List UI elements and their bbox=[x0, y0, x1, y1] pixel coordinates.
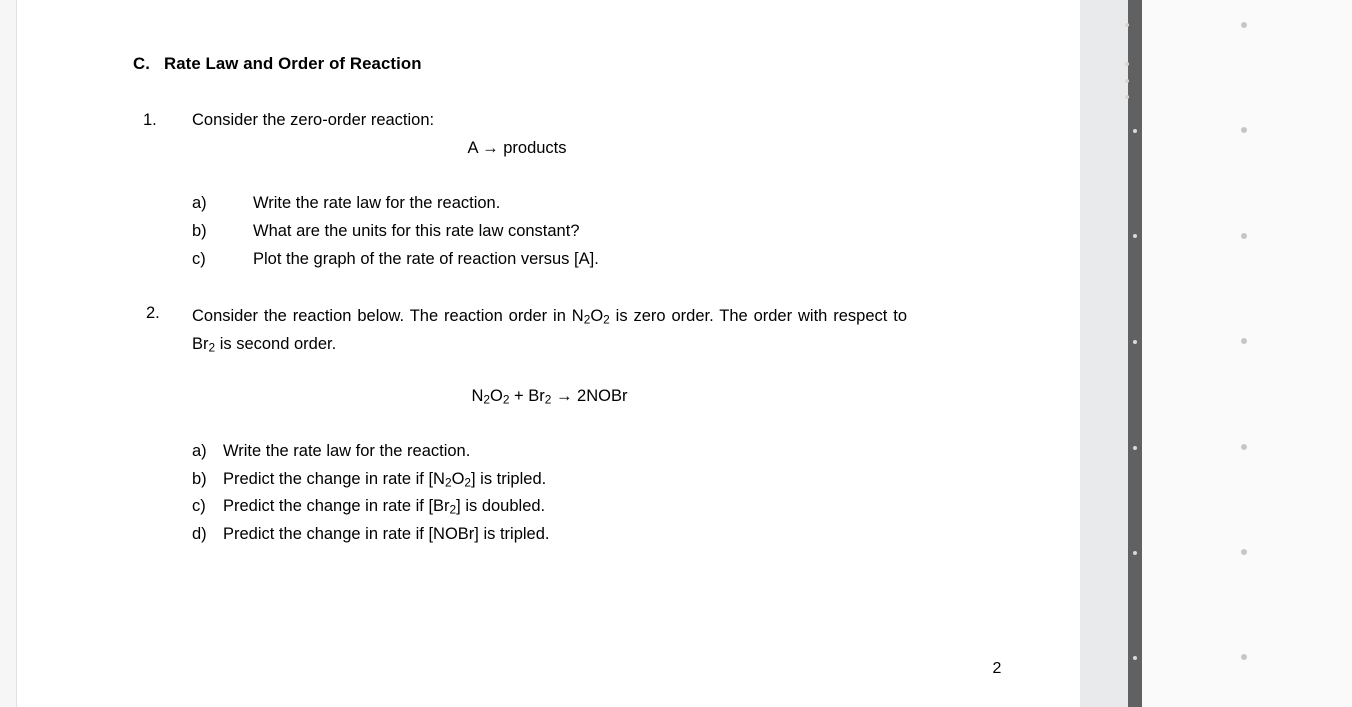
stem-text-c: is zero order. The order with respect to Br bbox=[192, 307, 907, 354]
section-letter: C. bbox=[133, 54, 150, 73]
document-page bbox=[17, 0, 1080, 707]
stem-sub-a: 2 bbox=[583, 312, 591, 327]
part-text: Write the rate law for the reaction. bbox=[253, 194, 501, 212]
part-label: c) bbox=[192, 497, 206, 515]
list-item bbox=[192, 440, 549, 468]
section-heading bbox=[133, 52, 422, 75]
part-label: b) bbox=[192, 222, 207, 240]
list-item bbox=[192, 248, 599, 276]
part-label: a) bbox=[192, 442, 207, 460]
scroll-marker-dot bbox=[1133, 234, 1137, 238]
thumbnail-dot bbox=[1241, 233, 1247, 239]
eq-sub-1: 2 bbox=[483, 392, 491, 407]
list-item bbox=[192, 192, 599, 220]
eq-sub-2: 2 bbox=[502, 392, 510, 407]
part-text: Predict the change in rate if $[N_2O_2]$ is tripled. bbox=[223, 469, 547, 490]
question-2-stem bbox=[192, 302, 907, 359]
section-title: Rate Law and Order of Reaction bbox=[163, 54, 422, 73]
stem-text-b: O bbox=[590, 307, 604, 325]
page-content bbox=[17, 0, 1080, 707]
thumbnail-dot bbox=[1241, 444, 1247, 450]
thumbnail-dot bbox=[1241, 22, 1247, 28]
scroll-marker-dot bbox=[1133, 656, 1137, 660]
scroll-marker-dot bbox=[1125, 62, 1129, 66]
scroll-marker-dot bbox=[1133, 446, 1137, 450]
part-label: c) bbox=[192, 250, 206, 268]
thumbnail-panel[interactable] bbox=[1142, 0, 1352, 707]
question-1-parts bbox=[192, 192, 599, 276]
part-text: Predict the change in rate if $[Br_2]$ is doubled. bbox=[223, 497, 546, 517]
list-item bbox=[192, 523, 549, 551]
question-2-equation: $N_2O_2 + Br_2$ → 2NOBr bbox=[471, 387, 628, 407]
scroll-marker-dot bbox=[1125, 95, 1129, 99]
scroll-marker-dot bbox=[1133, 340, 1137, 344]
stem-sub-b: 2 bbox=[603, 312, 610, 327]
list-item bbox=[192, 495, 549, 523]
scroll-marker-dot bbox=[1125, 79, 1129, 83]
question-1-stem: Consider the zero-order reaction: bbox=[192, 111, 435, 129]
part-text: Predict the change in rate if [NOBr] is tripled. bbox=[223, 524, 550, 543]
question-2-parts bbox=[192, 440, 549, 550]
part-text: Plot the graph of the rate of reaction versus [A]. bbox=[253, 250, 599, 268]
stem-text-d: is second order. bbox=[215, 335, 337, 354]
thumbnail-dot bbox=[1241, 549, 1247, 555]
thumbnail-dot bbox=[1241, 654, 1247, 660]
part-text: Write the rate law for the reaction. bbox=[223, 442, 471, 460]
part-label: a) bbox=[192, 194, 207, 212]
thumbnail-dot bbox=[1241, 127, 1247, 133]
question-1-number: 1. bbox=[143, 111, 157, 129]
part-label: d) bbox=[192, 524, 207, 543]
stem-sub-c: 2 bbox=[208, 340, 216, 355]
page-number: 2 bbox=[992, 660, 1002, 677]
list-item bbox=[192, 220, 599, 248]
list-item bbox=[192, 468, 549, 496]
question-2-number: 2. bbox=[146, 304, 160, 322]
question-1-equation: A → products bbox=[467, 139, 567, 157]
scrollbar-track[interactable] bbox=[1080, 0, 1128, 707]
left-gutter bbox=[0, 0, 17, 707]
stem-text-a: Consider the reaction below. The reaction order in N bbox=[192, 307, 584, 325]
scroll-marker-dot bbox=[1133, 129, 1137, 133]
scrollbar-thumb[interactable] bbox=[1128, 0, 1142, 707]
part-text: What are the units for this rate law constant? bbox=[253, 222, 580, 240]
thumbnail-dot bbox=[1241, 338, 1247, 344]
scroll-marker-dot bbox=[1125, 23, 1129, 27]
scroll-marker-dot bbox=[1133, 551, 1137, 555]
part-label: b) bbox=[192, 469, 207, 488]
eq-sub-3: 2 bbox=[544, 392, 552, 407]
